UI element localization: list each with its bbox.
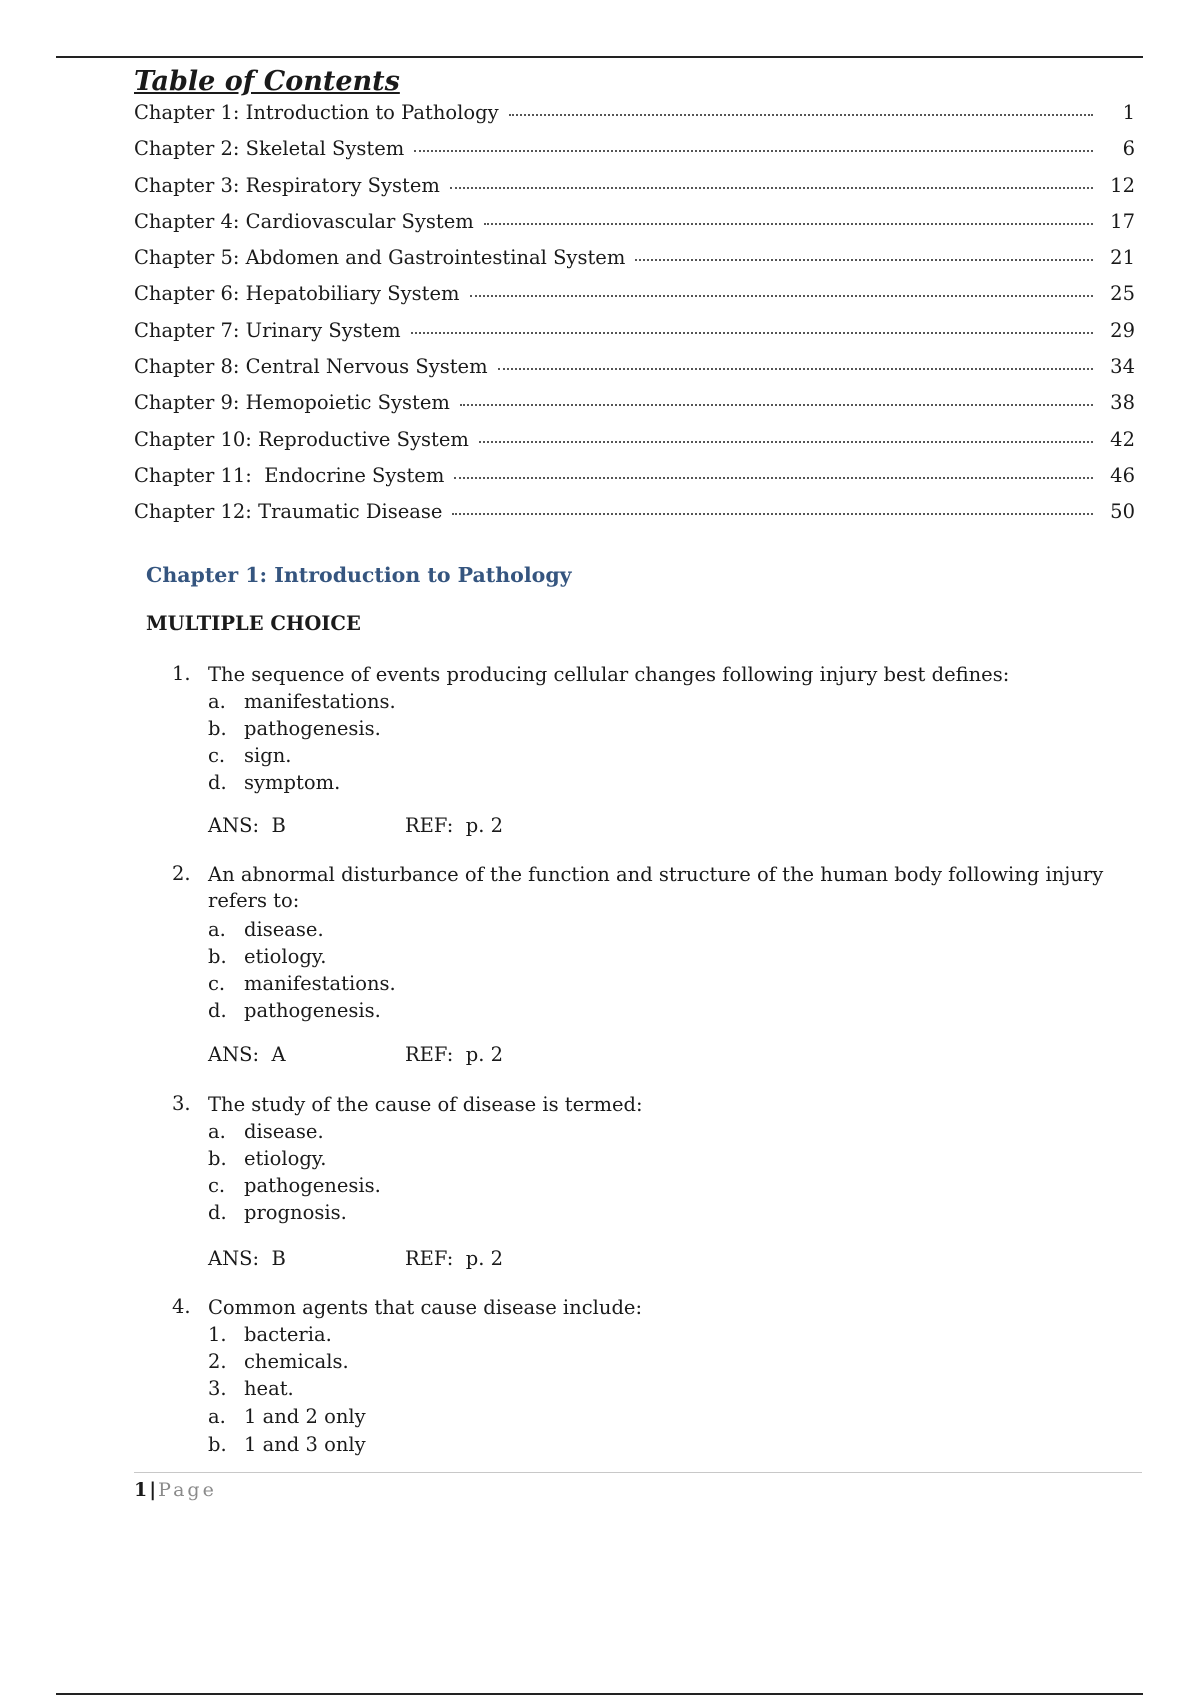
question-number: 2. — [172, 862, 191, 885]
section-heading: MULTIPLE CHOICE — [146, 612, 361, 635]
answer-option — [208, 1174, 381, 1197]
option-letter: b. — [208, 1433, 227, 1456]
answer-option — [208, 717, 381, 740]
option-text: 1 and 3 only — [244, 1433, 366, 1456]
toc-entry-page: 29 — [1110, 318, 1135, 342]
toc-entry-label: Chapter 10: Reproductive System — [134, 427, 469, 451]
page-footer — [134, 1479, 217, 1501]
option-letter: d. — [208, 1201, 227, 1224]
answer-option — [208, 972, 396, 995]
option-text: pathogenesis. — [244, 999, 381, 1022]
option-text: prognosis. — [244, 1201, 347, 1224]
option-letter: b. — [208, 717, 227, 740]
option-letter: c. — [208, 972, 226, 995]
answer-key: ANS: A — [208, 1043, 286, 1066]
toc-entry-page: 17 — [1110, 209, 1135, 233]
toc-entry-label: Chapter 8: Central Nervous System — [134, 355, 488, 379]
question-stem: Common agents that cause disease include: — [208, 1296, 643, 1319]
toc-entry-label: Chapter 7: Urinary System — [134, 318, 401, 342]
answer-option — [208, 1147, 326, 1170]
toc-title: Table of Contents — [134, 66, 400, 97]
option-text: pathogenesis. — [244, 717, 381, 740]
toc-entry-page: 6 — [1122, 137, 1135, 161]
option-text: chemicals. — [244, 1350, 349, 1373]
answer-option — [208, 1350, 349, 1373]
toc-entry-page: 1 — [1122, 101, 1135, 124]
footer-page-word: Page — [158, 1479, 217, 1501]
answer-option — [208, 690, 396, 713]
toc-entry-page: 12 — [1110, 173, 1135, 197]
option-letter: b. — [208, 945, 227, 968]
toc-entry-label: Chapter 2: Skeletal System — [134, 137, 405, 161]
answer-option — [208, 918, 324, 941]
option-text: pathogenesis. — [244, 1174, 381, 1197]
option-text: heat. — [244, 1377, 294, 1400]
option-letter: a. — [208, 690, 226, 713]
answer-option — [208, 744, 291, 767]
question-number: 1. — [172, 662, 191, 685]
toc-entry-label: Chapter 3: Respiratory System — [134, 173, 440, 197]
toc-entry-page: 21 — [1110, 246, 1135, 270]
toc-entry-label: Chapter 1: Introduction to Pathology — [134, 101, 499, 124]
answer-option — [208, 1201, 347, 1224]
question-stem: The study of the cause of disease is termed: — [208, 1093, 643, 1116]
page-reference: REF: p. 2 — [405, 1043, 504, 1066]
option-text: symptom. — [244, 771, 341, 794]
answer-option — [208, 1377, 294, 1400]
toc-entry-label: Chapter 9: Hemopoietic System — [134, 391, 450, 415]
toc-entry-label: Chapter 12: Traumatic Disease — [134, 500, 443, 524]
option-text: 1 and 2 only — [244, 1405, 366, 1428]
option-letter: d. — [208, 999, 227, 1022]
option-text: sign. — [244, 744, 292, 767]
option-letter: d. — [208, 771, 227, 794]
chapter-heading: Chapter 1: Introduction to Pathology — [146, 563, 572, 587]
option-text: manifestations. — [244, 690, 396, 713]
option-text: manifestations. — [244, 972, 396, 995]
option-letter: 2. — [208, 1350, 227, 1373]
question-stem: The sequence of events producing cellular changes following injury best defines: — [208, 663, 1010, 686]
toc-entry-page: 50 — [1110, 500, 1135, 524]
toc-entry-page: 25 — [1110, 282, 1135, 306]
option-text: etiology. — [244, 945, 327, 968]
footer-page-number: 1 — [134, 1479, 148, 1501]
page-reference: REF: p. 2 — [405, 1247, 504, 1270]
toc-entry-label: Chapter 6: Hepatobiliary System — [134, 282, 460, 306]
footer-separator: | — [149, 1479, 157, 1501]
option-text: bacteria. — [244, 1323, 332, 1346]
toc-entry-page: 46 — [1110, 463, 1135, 487]
option-text: etiology. — [244, 1147, 327, 1170]
option-letter: a. — [208, 1405, 226, 1428]
option-letter: a. — [208, 918, 226, 941]
option-letter: b. — [208, 1147, 227, 1170]
page-reference: REF: p. 2 — [405, 814, 504, 837]
option-text: disease. — [244, 918, 324, 941]
answer-key: ANS: B — [208, 814, 286, 837]
toc-entry-page: 34 — [1110, 355, 1135, 379]
option-letter: 1. — [208, 1323, 227, 1346]
toc-entry-label: Chapter 11: Endocrine System — [134, 463, 445, 487]
answer-key: ANS: B — [208, 1247, 286, 1270]
toc-entry-label: Chapter 4: Cardiovascular System — [134, 209, 474, 233]
bottom-rule — [56, 1693, 1143, 1695]
answer-option — [208, 1323, 332, 1346]
question-number: 3. — [172, 1092, 191, 1115]
toc-entry-label: Chapter 5: Abdomen and Gastrointestinal System — [134, 246, 626, 270]
answer-option — [208, 1433, 366, 1456]
footer-rule — [134, 1472, 1142, 1473]
option-letter: a. — [208, 1120, 226, 1143]
toc-entry-page: 42 — [1110, 427, 1135, 451]
answer-option — [208, 1120, 324, 1143]
question-stem: An abnormal disturbance of the function and structure of the human body following injury refers to: — [208, 863, 1104, 912]
option-letter: 3. — [208, 1377, 227, 1400]
option-letter: c. — [208, 1174, 226, 1197]
option-letter: c. — [208, 744, 226, 767]
toc-entry-page: 38 — [1110, 391, 1135, 415]
answer-option — [208, 771, 340, 794]
answer-option — [208, 999, 381, 1022]
answer-option — [208, 945, 326, 968]
answer-option — [208, 1405, 366, 1428]
question-number: 4. — [172, 1295, 191, 1318]
option-text: disease. — [244, 1120, 324, 1143]
